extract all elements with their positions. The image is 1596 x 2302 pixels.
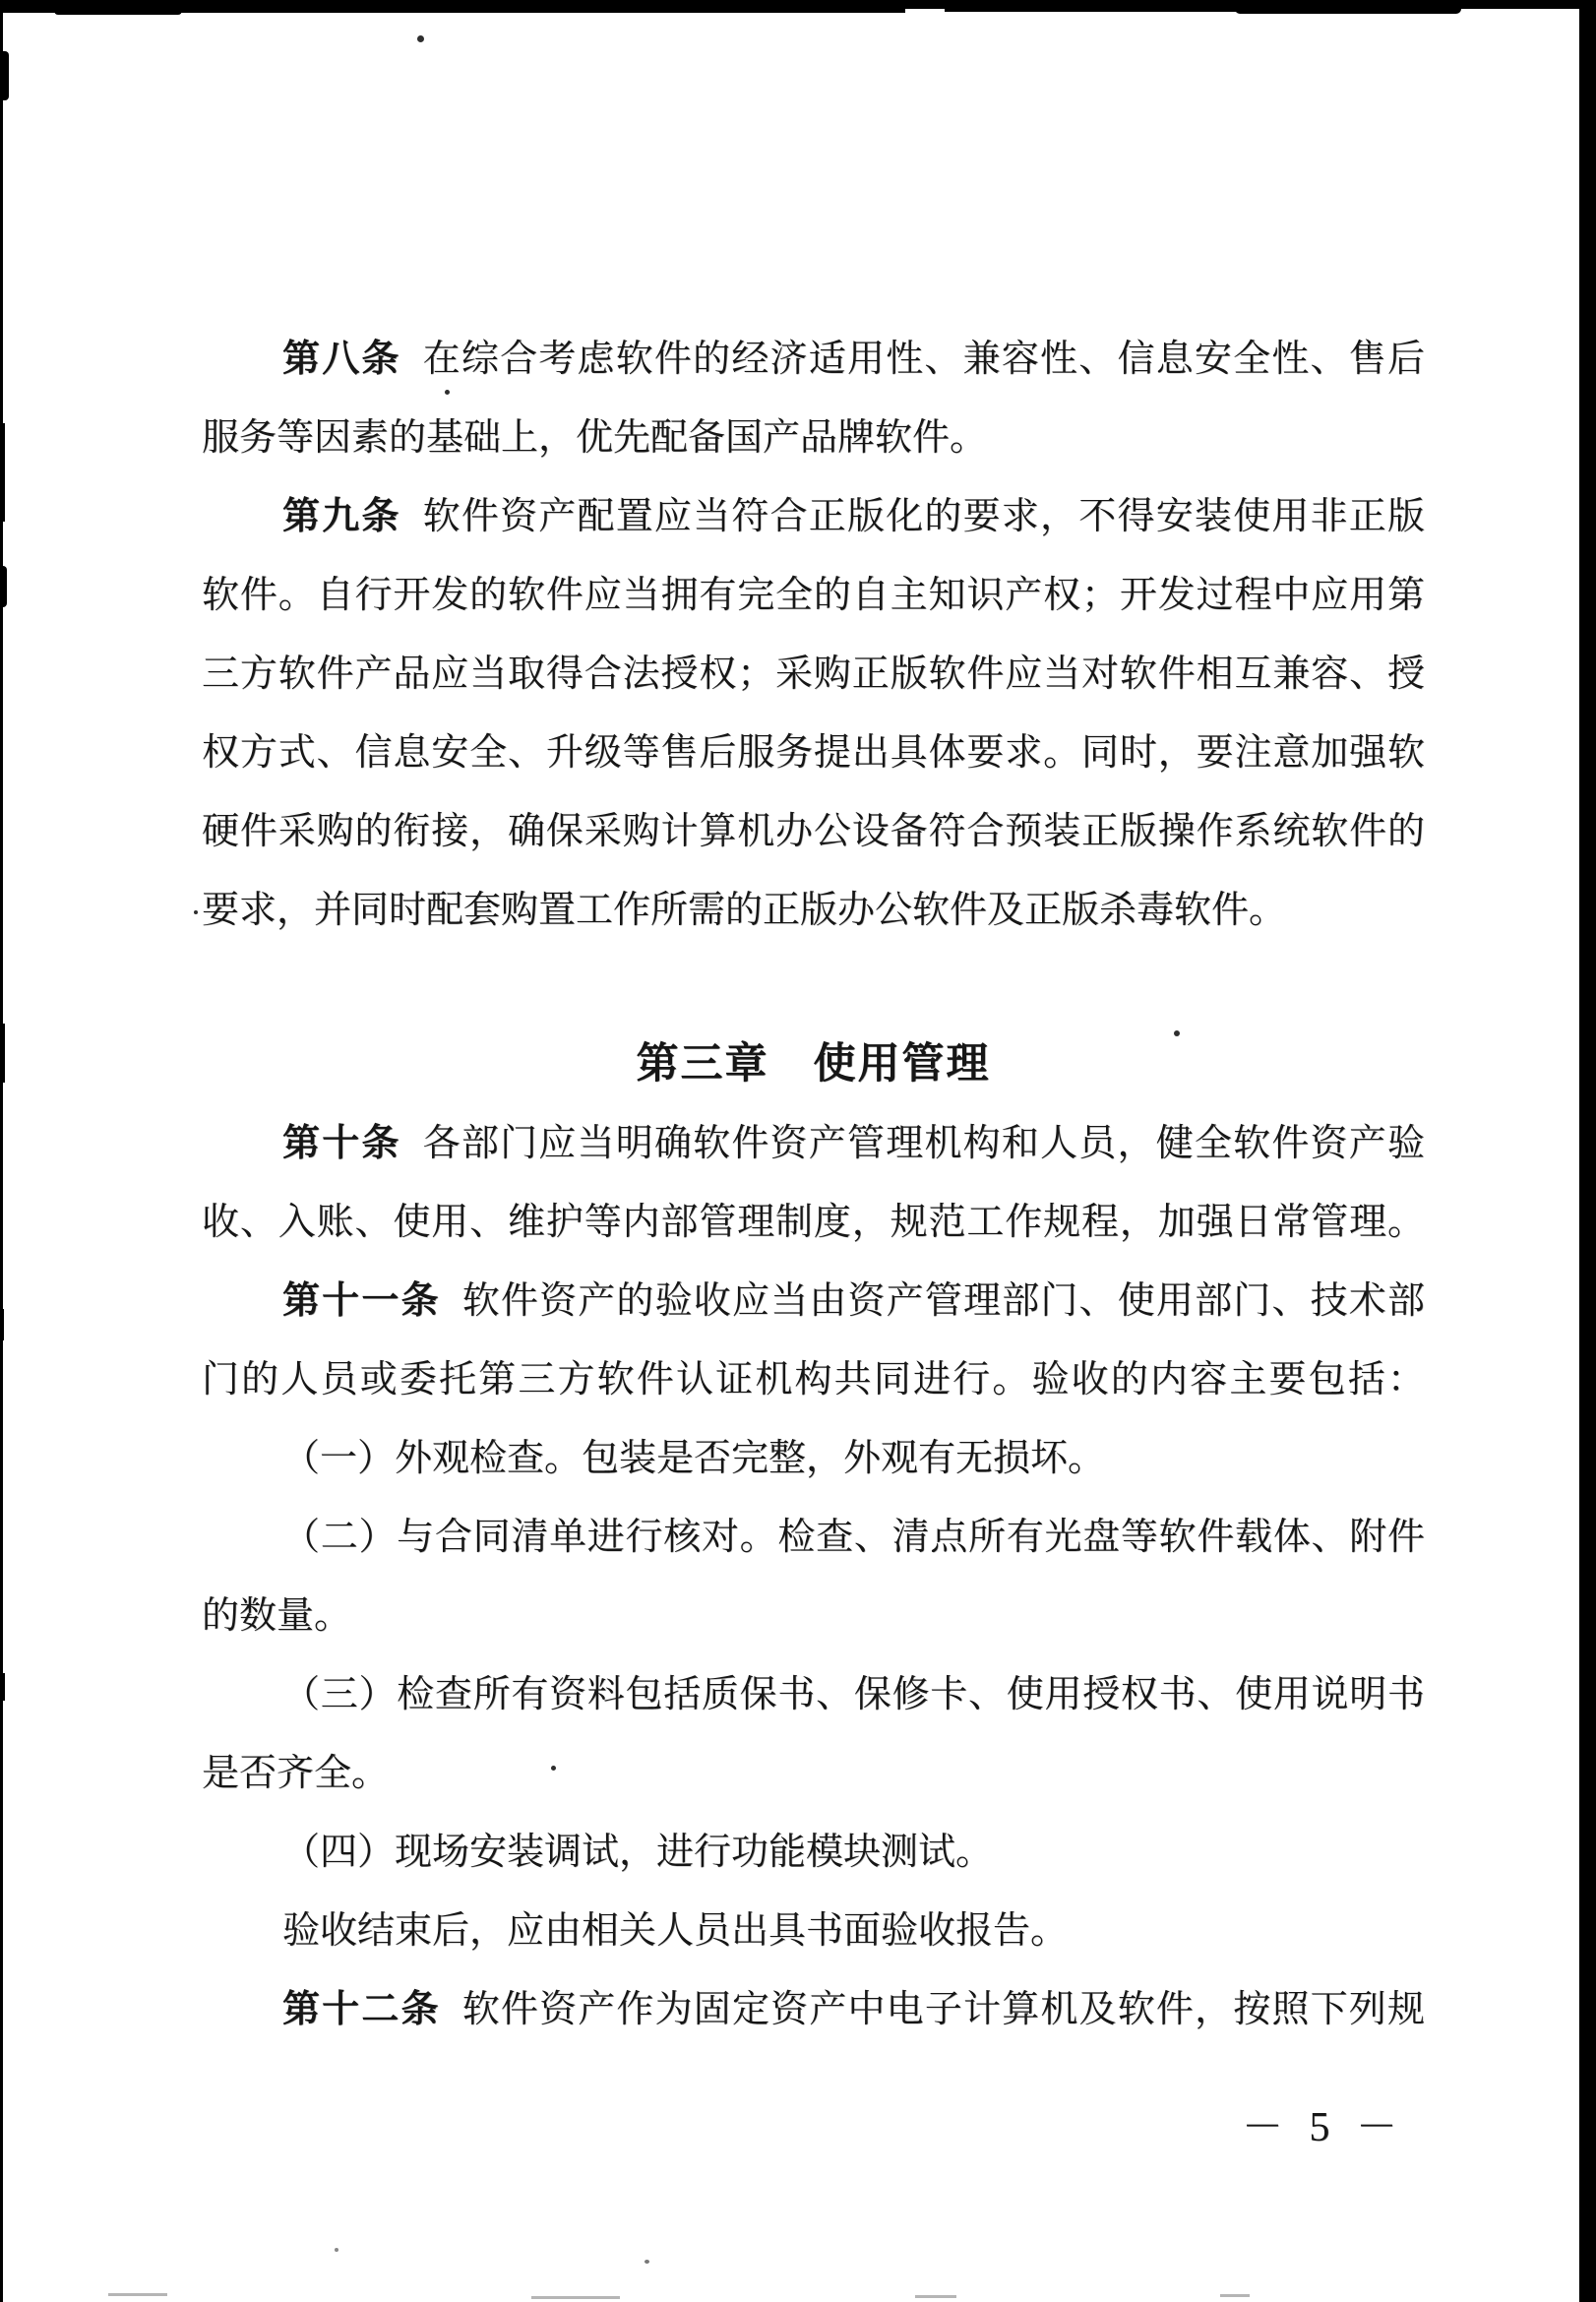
article-number: 第九条 [282,496,401,537]
scan-artifact-blob [54,9,182,15]
chapter-heading: 第三章 使用管理 [636,1041,991,1088]
document-text-block [202,320,1425,2049]
article-number: 第十二条 [282,1989,441,2030]
page-number: － 5 － [1242,2105,1406,2150]
scan-artifact-blob [0,1673,5,1701]
article-number: 第十条 [282,1123,401,1164]
text-line: 第九条 软件资产配置应当符合正版化的要求，不得安装使用非正版 [282,496,1425,537]
scan-artifact-left-edge [0,0,3,2302]
scan-speck [194,910,198,914]
scan-artifact-blob [0,51,9,100]
text-line: 第八条 在综合考虑软件的经济适用性、兼容性、信息安全性、售后 [282,339,1425,380]
scan-artifact-top-band [945,9,1259,12]
scan-speck [108,2293,167,2296]
scan-artifact-blob [0,566,7,607]
text-line: 验收结束后，应由相关人员出具书面验收报告。 [282,1910,1069,1952]
scan-speck [417,35,424,42]
text-line: 要求，并同时配套购置工作所需的正版办公软件及正版杀毒软件。 [202,890,1287,931]
scan-speck [915,2295,956,2298]
text-line: 的数量。 [202,1595,352,1637]
scan-artifact-blob [1235,8,1461,14]
article-number: 第八条 [282,339,401,380]
text-line: 收、入账、使用、维护等内部管理制度，规范工作规程，加强日常管理。 [202,1202,1425,1243]
text-line: 权方式、信息安全、升级等售后服务提出具体要求。同时，要注意加强软 [202,732,1425,774]
scan-speck [645,2260,649,2264]
text-line: 门的人员或委托第三方软件认证机构共同进行。验收的内容主要包括： [202,1359,1425,1400]
scan-artifact-blob [0,1024,5,1083]
scan-speck [335,2248,338,2252]
scan-speck [1220,2294,1250,2297]
text-line: 第十二条 软件资产作为固定资产中电子计算机及软件，按照下列规 [282,1989,1425,2030]
scan-artifact-blob [0,423,5,522]
text-line: 第十一条 软件资产的验收应当由资产管理部门、使用部门、技术部 [282,1280,1425,1322]
scan-artifact-right-edge [1579,0,1596,2302]
text-line: 是否齐全。 [202,1753,390,1794]
text-line: 三方软件产品应当取得合法授权；采购正版软件应当对软件相互兼容、授 [202,653,1425,695]
scan-artifact-blob [0,1309,4,1340]
scan-speck [531,2296,620,2299]
text-line: 服务等因素的基础上，优先配备国产品牌软件。 [202,417,988,459]
text-line: 第十条 各部门应当明确软件资产管理机构和人员，健全软件资产验 [282,1123,1425,1164]
text-line: （二）与合同清单进行核对。检查、清点所有光盘等软件载体、附件 [282,1517,1425,1558]
text-line: （一）外观检查。包装是否完整，外观有无损坏。 [282,1438,1106,1479]
text-line: （四）现场安装调试，进行功能模块测试。 [282,1832,994,1873]
text-line: （三）检查所有资料包括质保书、保修卡、使用授权书、使用说明书 [282,1674,1425,1715]
article-number: 第十一条 [282,1280,441,1322]
text-line: 硬件采购的衔接，确保采购计算机办公设备符合预装正版操作系统软件的 [202,811,1425,852]
text-line: 软件。自行开发的软件应当拥有完全的自主知识产权；开发过程中应用第 [202,575,1425,616]
